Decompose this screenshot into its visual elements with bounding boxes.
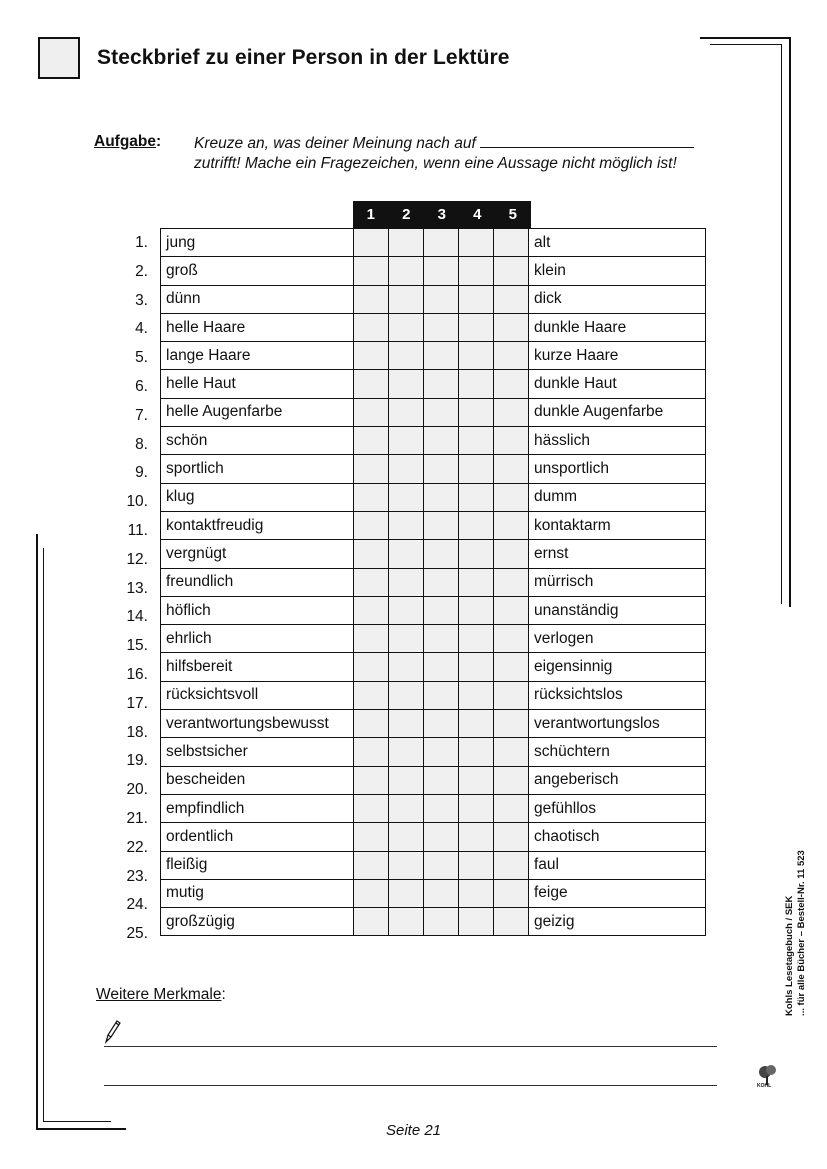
rating-box-5[interactable] bbox=[494, 879, 529, 907]
row-number: 11. bbox=[127, 522, 148, 539]
left-trait: helle Haare bbox=[161, 313, 354, 341]
left-trait: lange Haare bbox=[161, 342, 354, 370]
rating-box-2[interactable] bbox=[389, 596, 424, 624]
rating-box-4[interactable] bbox=[459, 596, 494, 624]
rating-box-1[interactable] bbox=[354, 370, 389, 398]
row-number: 23. bbox=[126, 867, 148, 885]
rating-box-5[interactable] bbox=[494, 398, 529, 426]
rating-box-1[interactable] bbox=[354, 681, 389, 709]
rating-box-5[interactable] bbox=[494, 738, 529, 766]
rating-box-3[interactable] bbox=[424, 313, 459, 341]
rating-box-4[interactable] bbox=[459, 483, 494, 511]
rating-box-5[interactable] bbox=[494, 370, 529, 398]
table-row bbox=[161, 681, 706, 709]
rating-box-2[interactable] bbox=[389, 738, 424, 766]
right-trait: chaotisch bbox=[529, 823, 706, 851]
row-number: 1. bbox=[135, 234, 148, 251]
row-number: 10. bbox=[126, 493, 148, 511]
rating-box-2[interactable] bbox=[389, 342, 424, 370]
left-trait: jung bbox=[161, 229, 354, 257]
rating-box-1[interactable] bbox=[354, 257, 389, 285]
left-trait: hilfsbereit bbox=[161, 653, 354, 681]
rating-box-5[interactable] bbox=[494, 823, 529, 851]
rating-box-4[interactable] bbox=[459, 823, 494, 851]
table-row bbox=[161, 257, 706, 285]
table-row bbox=[161, 540, 706, 568]
rating-box-5[interactable] bbox=[494, 710, 529, 738]
rating-box-3[interactable] bbox=[424, 427, 459, 455]
rating-box-1[interactable] bbox=[354, 511, 389, 539]
rating-box-1[interactable] bbox=[354, 455, 389, 483]
table-row bbox=[161, 625, 706, 653]
right-trait: unsportlich bbox=[529, 455, 706, 483]
rating-box-2[interactable] bbox=[389, 625, 424, 653]
rating-box-1[interactable] bbox=[354, 851, 389, 879]
rating-box-3[interactable] bbox=[424, 710, 459, 738]
table-row bbox=[161, 653, 706, 681]
rating-box-4[interactable] bbox=[459, 511, 494, 539]
table-row bbox=[161, 483, 706, 511]
rating-box-1[interactable] bbox=[354, 229, 389, 257]
right-trait: hässlich bbox=[529, 427, 706, 455]
rating-box-2[interactable] bbox=[389, 879, 424, 907]
row-number: 3. bbox=[135, 291, 148, 309]
table-row bbox=[161, 851, 706, 879]
rating-box-3[interactable] bbox=[424, 879, 459, 907]
table-row bbox=[161, 511, 706, 539]
rating-box-3[interactable] bbox=[424, 766, 459, 794]
rating-box-5[interactable] bbox=[494, 342, 529, 370]
row-number: 17. bbox=[126, 694, 148, 712]
rating-box-4[interactable] bbox=[459, 908, 494, 936]
rating-box-2[interactable] bbox=[389, 568, 424, 596]
rating-box-1[interactable] bbox=[354, 879, 389, 907]
rating-box-3[interactable] bbox=[424, 823, 459, 851]
left-trait: ehrlich bbox=[161, 625, 354, 653]
row-number: 18. bbox=[126, 723, 148, 741]
left-trait: bescheiden bbox=[161, 766, 354, 794]
rating-box-5[interactable] bbox=[494, 285, 529, 313]
rating-box-4[interactable] bbox=[459, 313, 494, 341]
table-row bbox=[161, 823, 706, 851]
task-line-2: zutrifft! Mache ein Fragezeichen, wenn eine Aussage nicht möglich ist! bbox=[194, 155, 677, 172]
table-row bbox=[161, 794, 706, 822]
rating-box-2[interactable] bbox=[389, 851, 424, 879]
row-number: 9. bbox=[135, 464, 148, 482]
rating-box-1[interactable] bbox=[354, 823, 389, 851]
title-checkbox bbox=[38, 37, 80, 79]
rating-box-3[interactable] bbox=[424, 398, 459, 426]
rating-box-4[interactable] bbox=[459, 427, 494, 455]
rating-box-1[interactable] bbox=[354, 540, 389, 568]
right-trait: feige bbox=[529, 879, 706, 907]
rating-box-5[interactable] bbox=[494, 455, 529, 483]
rating-box-3[interactable] bbox=[424, 455, 459, 483]
table-row bbox=[161, 908, 706, 936]
row-number: 12. bbox=[126, 550, 148, 568]
rating-box-3[interactable] bbox=[424, 681, 459, 709]
left-trait: fleißig bbox=[161, 851, 354, 879]
rating-box-5[interactable] bbox=[494, 851, 529, 879]
left-trait: helle Augenfarbe bbox=[161, 398, 354, 426]
row-number: 5. bbox=[135, 349, 148, 367]
scale-header-4: 4 bbox=[460, 201, 496, 228]
rating-box-5[interactable] bbox=[494, 568, 529, 596]
rating-box-4[interactable] bbox=[459, 653, 494, 681]
rating-box-3[interactable] bbox=[424, 229, 459, 257]
left-trait: rücksichtsvoll bbox=[161, 681, 354, 709]
rating-box-2[interactable] bbox=[389, 653, 424, 681]
more-features-label: Weitere Merkmale: bbox=[96, 986, 226, 1003]
rating-box-2[interactable] bbox=[389, 483, 424, 511]
row-number: 13. bbox=[126, 579, 148, 597]
rating-box-3[interactable] bbox=[424, 625, 459, 653]
left-trait: freundlich bbox=[161, 568, 354, 596]
rating-box-3[interactable] bbox=[424, 653, 459, 681]
left-trait: ordentlich bbox=[161, 823, 354, 851]
row-number: 16. bbox=[126, 666, 148, 683]
rating-box-3[interactable] bbox=[424, 738, 459, 766]
left-trait: mutig bbox=[161, 879, 354, 907]
rating-box-1[interactable] bbox=[354, 908, 389, 936]
rating-box-1[interactable] bbox=[354, 738, 389, 766]
right-trait: kontaktarm bbox=[529, 511, 706, 539]
table-row bbox=[161, 596, 706, 624]
table-row bbox=[161, 370, 706, 398]
row-number: 6. bbox=[135, 378, 148, 395]
right-trait: dunkle Haare bbox=[529, 313, 706, 341]
rating-box-4[interactable] bbox=[459, 851, 494, 879]
row-number: 14. bbox=[126, 608, 148, 626]
rating-box-4[interactable] bbox=[459, 540, 494, 568]
task-fill-in-blank[interactable] bbox=[480, 133, 694, 148]
rating-box-2[interactable] bbox=[389, 710, 424, 738]
rating-box-4[interactable] bbox=[459, 370, 494, 398]
row-number: 20. bbox=[126, 781, 148, 799]
right-trait: gefühllos bbox=[529, 794, 706, 822]
left-trait: kontaktfreudig bbox=[161, 511, 354, 539]
rating-box-3[interactable] bbox=[424, 596, 459, 624]
row-number: 19. bbox=[126, 752, 148, 770]
left-trait: helle Haut bbox=[161, 370, 354, 398]
rating-box-1[interactable] bbox=[354, 342, 389, 370]
rating-box-5[interactable] bbox=[494, 681, 529, 709]
rating-box-1[interactable] bbox=[354, 427, 389, 455]
right-trait: eigensinnig bbox=[529, 653, 706, 681]
rating-box-1[interactable] bbox=[354, 398, 389, 426]
left-trait: vergnügt bbox=[161, 540, 354, 568]
rating-box-5[interactable] bbox=[494, 794, 529, 822]
rating-box-4[interactable] bbox=[459, 794, 494, 822]
right-trait: faul bbox=[529, 851, 706, 879]
rating-box-2[interactable] bbox=[389, 427, 424, 455]
rating-box-1[interactable] bbox=[354, 794, 389, 822]
rating-box-3[interactable] bbox=[424, 285, 459, 313]
rating-box-4[interactable] bbox=[459, 766, 494, 794]
rating-box-3[interactable] bbox=[424, 342, 459, 370]
row-number: 21. bbox=[126, 810, 148, 827]
row-number: 24. bbox=[126, 896, 148, 914]
right-trait: schüchtern bbox=[529, 738, 706, 766]
table-row bbox=[161, 398, 706, 426]
rating-box-2[interactable] bbox=[389, 540, 424, 568]
left-trait: höflich bbox=[161, 596, 354, 624]
page-number: Seite 21 bbox=[385, 1122, 442, 1139]
right-trait: dunkle Haut bbox=[529, 370, 706, 398]
table-row bbox=[161, 342, 706, 370]
publisher-logo bbox=[756, 1062, 780, 1088]
rating-box-2[interactable] bbox=[389, 313, 424, 341]
rating-box-5[interactable] bbox=[494, 766, 529, 794]
right-trait: dunkle Augenfarbe bbox=[529, 398, 706, 426]
right-trait: klein bbox=[529, 257, 706, 285]
rating-box-4[interactable] bbox=[459, 342, 494, 370]
rating-box-4[interactable] bbox=[459, 710, 494, 738]
rating-box-2[interactable] bbox=[389, 908, 424, 936]
rating-box-3[interactable] bbox=[424, 568, 459, 596]
rating-box-4[interactable] bbox=[459, 681, 494, 709]
rating-box-2[interactable] bbox=[389, 370, 424, 398]
rating-box-5[interactable] bbox=[494, 313, 529, 341]
task-line-1: Kreuze an, was deiner Meinung nach auf bbox=[194, 135, 476, 152]
rating-box-4[interactable] bbox=[459, 879, 494, 907]
rating-box-1[interactable] bbox=[354, 568, 389, 596]
row-number: 7. bbox=[135, 406, 148, 424]
row-number: 25. bbox=[126, 925, 148, 943]
rating-box-5[interactable] bbox=[494, 596, 529, 624]
left-trait: selbstsicher bbox=[161, 738, 354, 766]
rating-box-3[interactable] bbox=[424, 794, 459, 822]
rating-box-2[interactable] bbox=[389, 229, 424, 257]
rating-box-2[interactable] bbox=[389, 681, 424, 709]
rating-box-5[interactable] bbox=[494, 483, 529, 511]
rating-box-2[interactable] bbox=[389, 794, 424, 822]
right-trait: verantwortungslos bbox=[529, 710, 706, 738]
scale-header-2: 2 bbox=[389, 201, 425, 228]
row-number: 2. bbox=[135, 262, 148, 280]
right-trait: unanständig bbox=[529, 596, 706, 624]
left-trait: groß bbox=[161, 257, 354, 285]
table-row bbox=[161, 229, 706, 257]
row-number: 15. bbox=[126, 637, 148, 655]
scale-header-1: 1 bbox=[353, 201, 389, 228]
right-trait: geizig bbox=[529, 908, 706, 936]
row-number: 8. bbox=[135, 435, 148, 453]
left-trait: großzügig bbox=[161, 908, 354, 936]
rating-box-3[interactable] bbox=[424, 540, 459, 568]
table-row bbox=[161, 568, 706, 596]
scale-header-3: 3 bbox=[424, 201, 460, 228]
task-label: Aufgabe: bbox=[94, 133, 162, 150]
rating-table bbox=[160, 228, 706, 936]
rating-box-2[interactable] bbox=[389, 398, 424, 426]
table-row bbox=[161, 313, 706, 341]
rating-box-5[interactable] bbox=[494, 908, 529, 936]
rating-box-1[interactable] bbox=[354, 285, 389, 313]
rating-box-4[interactable] bbox=[459, 568, 494, 596]
pencil-icon bbox=[102, 1018, 122, 1046]
left-trait: verantwortungsbewusst bbox=[161, 710, 354, 738]
rating-box-5[interactable] bbox=[494, 257, 529, 285]
writing-line-2[interactable] bbox=[104, 1085, 717, 1086]
left-trait: klug bbox=[161, 483, 354, 511]
rating-box-5[interactable] bbox=[494, 427, 529, 455]
rating-box-4[interactable] bbox=[459, 398, 494, 426]
rating-box-4[interactable] bbox=[459, 625, 494, 653]
table-row bbox=[161, 455, 706, 483]
right-trait: dumm bbox=[529, 483, 706, 511]
rating-box-1[interactable] bbox=[354, 653, 389, 681]
table-row bbox=[161, 738, 706, 766]
rating-box-3[interactable] bbox=[424, 851, 459, 879]
rating-box-3[interactable] bbox=[424, 483, 459, 511]
right-trait: verlogen bbox=[529, 625, 706, 653]
left-trait: empfindlich bbox=[161, 794, 354, 822]
rating-box-3[interactable] bbox=[424, 908, 459, 936]
rating-box-5[interactable] bbox=[494, 511, 529, 539]
rating-box-4[interactable] bbox=[459, 455, 494, 483]
right-trait: rücksichtslos bbox=[529, 681, 706, 709]
rating-box-2[interactable] bbox=[389, 823, 424, 851]
scale-header-5: 5 bbox=[495, 201, 531, 228]
rating-box-1[interactable] bbox=[354, 625, 389, 653]
rating-box-2[interactable] bbox=[389, 455, 424, 483]
rating-box-1[interactable] bbox=[354, 313, 389, 341]
page-title: Steckbrief zu einer Person in der Lektüre bbox=[97, 46, 510, 69]
table-row bbox=[161, 710, 706, 738]
rating-box-3[interactable] bbox=[424, 370, 459, 398]
right-trait: ernst bbox=[529, 540, 706, 568]
rating-box-4[interactable] bbox=[459, 229, 494, 257]
right-trait: kurze Haare bbox=[529, 342, 706, 370]
writing-line-1[interactable] bbox=[104, 1046, 717, 1047]
table-row bbox=[161, 427, 706, 455]
rating-box-2[interactable] bbox=[389, 766, 424, 794]
rating-box-5[interactable] bbox=[494, 229, 529, 257]
rating-box-5[interactable] bbox=[494, 653, 529, 681]
rating-box-4[interactable] bbox=[459, 285, 494, 313]
rating-box-5[interactable] bbox=[494, 540, 529, 568]
rating-box-3[interactable] bbox=[424, 511, 459, 539]
rating-box-3[interactable] bbox=[424, 257, 459, 285]
right-trait: mürrisch bbox=[529, 568, 706, 596]
publisher-side-text: Kohls Lesetagebuch / SEK ... für alle Bücher – Bestell-Nr. 11 523 bbox=[784, 850, 807, 1016]
rating-box-1[interactable] bbox=[354, 710, 389, 738]
rating-box-2[interactable] bbox=[389, 257, 424, 285]
rating-box-2[interactable] bbox=[389, 285, 424, 313]
table-row bbox=[161, 766, 706, 794]
rating-box-1[interactable] bbox=[354, 483, 389, 511]
rating-box-2[interactable] bbox=[389, 511, 424, 539]
publisher-brand: KOHL bbox=[757, 1083, 772, 1088]
task-instructions bbox=[194, 133, 724, 174]
rating-box-1[interactable] bbox=[354, 766, 389, 794]
left-trait: sportlich bbox=[161, 455, 354, 483]
table-row bbox=[161, 285, 706, 313]
rating-box-4[interactable] bbox=[459, 257, 494, 285]
rating-box-1[interactable] bbox=[354, 596, 389, 624]
left-trait: dünn bbox=[161, 285, 354, 313]
table-row bbox=[161, 879, 706, 907]
rating-box-4[interactable] bbox=[459, 738, 494, 766]
rating-box-5[interactable] bbox=[494, 625, 529, 653]
right-trait: alt bbox=[529, 229, 706, 257]
row-number: 22. bbox=[126, 838, 148, 856]
row-number: 4. bbox=[135, 320, 148, 338]
right-trait: dick bbox=[529, 285, 706, 313]
right-trait: angeberisch bbox=[529, 766, 706, 794]
left-trait: schön bbox=[161, 427, 354, 455]
